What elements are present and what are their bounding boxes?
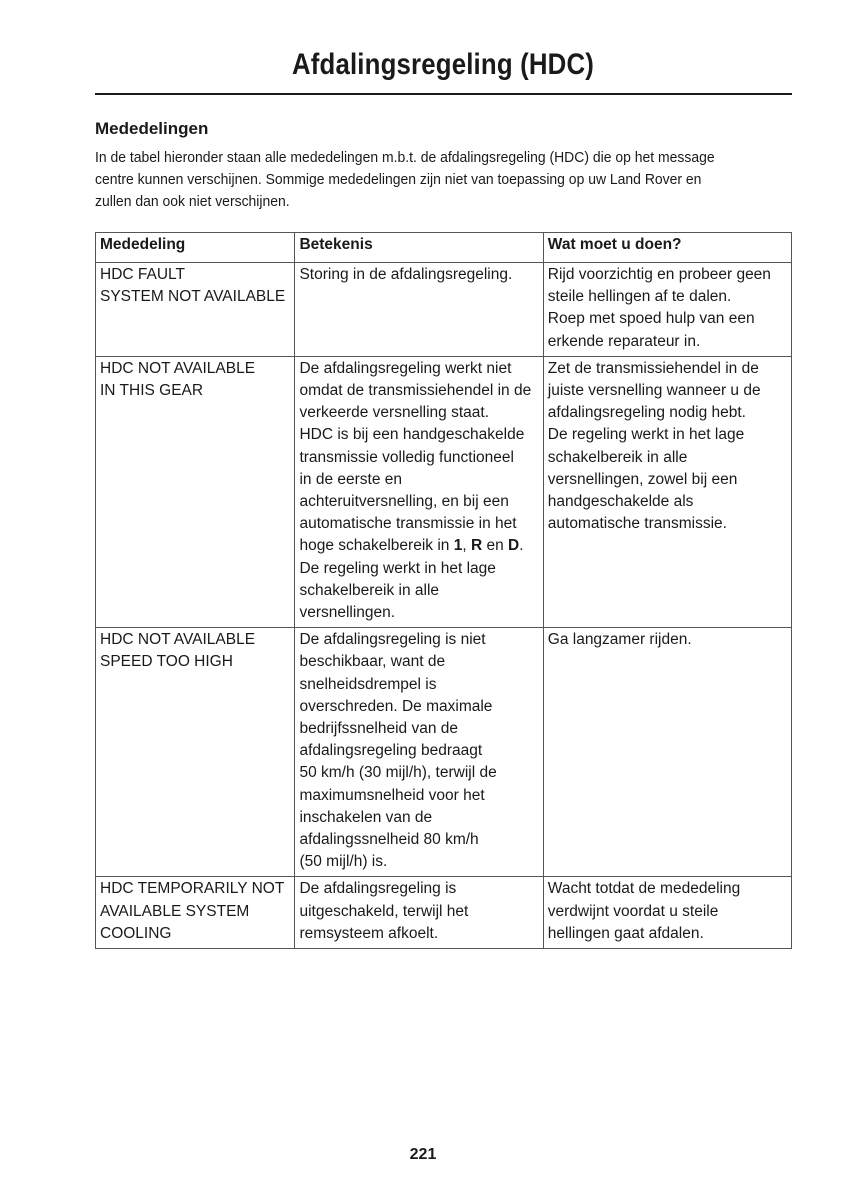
- table-row: [96, 263, 792, 357]
- meaning-line: inschakelen van de: [299, 808, 433, 826]
- message-line: AVAILABLE SYSTEM: [100, 902, 250, 920]
- message-line: IN THIS GEAR: [100, 382, 204, 400]
- meaning-line: in de eerste en: [299, 470, 402, 488]
- meaning-line: versnellingen.: [299, 604, 396, 622]
- meaning-line: overschreden. De maximale: [299, 697, 493, 715]
- meaning-gear-line: [299, 535, 538, 557]
- message-line: COOLING: [100, 924, 172, 942]
- message-cell: [96, 263, 295, 357]
- meaning-line: Storing in de afdalingsregeling.: [299, 266, 513, 283]
- gear-1: 1: [453, 537, 463, 555]
- action-line: juiste versnelling wanneer u de: [547, 382, 761, 400]
- meaning-line: afdalingsregeling bedraagt: [299, 742, 483, 760]
- action-line: automatische transmissie.: [547, 515, 727, 533]
- meaning-line: omdat de transmissiehendel in de: [299, 382, 532, 400]
- meaning-line: bedrijfssnelheid van de: [299, 720, 459, 738]
- meaning-cell: [295, 263, 543, 357]
- column-header-message: Mededeling: [96, 233, 295, 263]
- action-line: Wacht totdat de mededeling: [547, 880, 741, 898]
- message-line: SYSTEM NOT AVAILABLE: [100, 288, 286, 306]
- gear-d: D: [508, 537, 520, 555]
- action-line: Zet de transmissiehendel in de: [547, 359, 759, 377]
- meaning-line: afdalingssnelheid 80 km/h: [299, 831, 479, 849]
- message-line: HDC NOT AVAILABLE: [100, 631, 256, 649]
- meaning-line: (50 mijl/h) is.: [299, 853, 388, 871]
- column-header-action: Wat moet u doen?: [543, 233, 791, 263]
- column-header-meaning: Betekenis: [295, 233, 543, 263]
- meaning-cell: [295, 877, 543, 949]
- action-line: erkende reparateur in.: [547, 332, 701, 350]
- gear-separator: ,: [462, 537, 471, 555]
- page-number: 221: [409, 1146, 437, 1163]
- meaning-line: HDC is bij een handgeschakelde: [299, 426, 525, 444]
- message-line: SPEED TOO HIGH: [100, 653, 233, 671]
- meaning-line: 50 km/h (30 mijl/h), terwijl de: [299, 764, 497, 782]
- message-line: HDC NOT AVAILABLE: [100, 359, 256, 377]
- title-rule: [95, 93, 792, 95]
- meaning-line: achteruitversnelling, en bij een: [299, 493, 509, 511]
- table-row: [96, 356, 792, 627]
- intro-line: zullen dan ook niet verschijnen.: [95, 193, 290, 210]
- meaning-line: De afdalingsregeling is niet: [299, 631, 486, 649]
- intro-line: centre kunnen verschijnen. Sommige mededelingen zijn niet van toepassing op uw Land Rover en: [95, 171, 702, 188]
- message-cell: [96, 628, 295, 877]
- action-line: steile hellingen af te dalen.: [547, 288, 732, 306]
- table-row: [96, 877, 792, 949]
- meaning-line: snelheidsdrempel is: [299, 675, 437, 693]
- action-line: Ga langzamer rijden.: [547, 631, 692, 649]
- gear-prefix: hoge schakelbereik in: [299, 537, 454, 555]
- action-line: Rijd voorzichtig en probeer geen: [547, 266, 771, 283]
- meaning-line: beschikbaar, want de: [299, 653, 446, 671]
- page-title: Afdalingsregeling (HDC): [291, 48, 595, 81]
- meaning-line: De afdalingsregeling werkt niet: [299, 359, 512, 377]
- action-line: versnellingen, zowel bij een: [547, 470, 738, 488]
- meaning-line: schakelbereik in alle: [299, 581, 440, 599]
- gear-separator: en: [482, 537, 509, 555]
- meaning-line: De regeling werkt in het lage: [299, 559, 496, 577]
- table-row: [96, 628, 792, 877]
- meaning-line: verkeerde versnelling staat.: [299, 404, 489, 422]
- meaning-cell: [295, 356, 543, 627]
- action-line: De regeling werkt in het lage: [547, 426, 745, 444]
- action-cell: [543, 263, 791, 357]
- action-line: handgeschakelde als: [547, 493, 694, 511]
- action-line: hellingen gaat afdalen.: [547, 924, 704, 942]
- gear-r: R: [470, 537, 483, 555]
- meaning-line: transmissie volledig functioneel: [299, 448, 514, 466]
- gear-suffix: .: [519, 537, 524, 555]
- meaning-line: De afdalingsregeling is: [299, 880, 457, 898]
- intro-paragraph: [95, 147, 746, 213]
- action-line: verdwijnt voordat u steile: [547, 902, 719, 920]
- meaning-cell: [295, 628, 543, 877]
- message-line: HDC TEMPORARILY NOT: [100, 880, 285, 898]
- message-cell: [96, 877, 295, 949]
- action-line: schakelbereik in alle: [547, 448, 688, 466]
- message-line: HDC FAULT: [100, 266, 185, 283]
- meaning-line: remsysteem afkoelt.: [299, 924, 439, 942]
- meaning-line: uitgeschakeld, terwijl het: [299, 902, 469, 920]
- meaning-line: automatische transmissie in het: [299, 515, 517, 533]
- action-cell: [543, 877, 791, 949]
- action-cell: [543, 356, 791, 627]
- action-cell: [543, 628, 791, 877]
- intro-line: In de tabel hieronder staan alle mededelingen m.b.t. de afdalingsregeling (HDC) die op het message: [95, 149, 715, 166]
- action-line: afdalingsregeling nodig hebt.: [547, 404, 746, 422]
- action-line: Roep met spoed hulp van een: [547, 310, 755, 328]
- meaning-line: maximumsnelheid voor het: [299, 786, 485, 804]
- section-heading: Mededelingen: [95, 119, 209, 138]
- messages-table: [95, 232, 792, 949]
- table-header-row: [96, 233, 792, 263]
- message-cell: [96, 356, 295, 627]
